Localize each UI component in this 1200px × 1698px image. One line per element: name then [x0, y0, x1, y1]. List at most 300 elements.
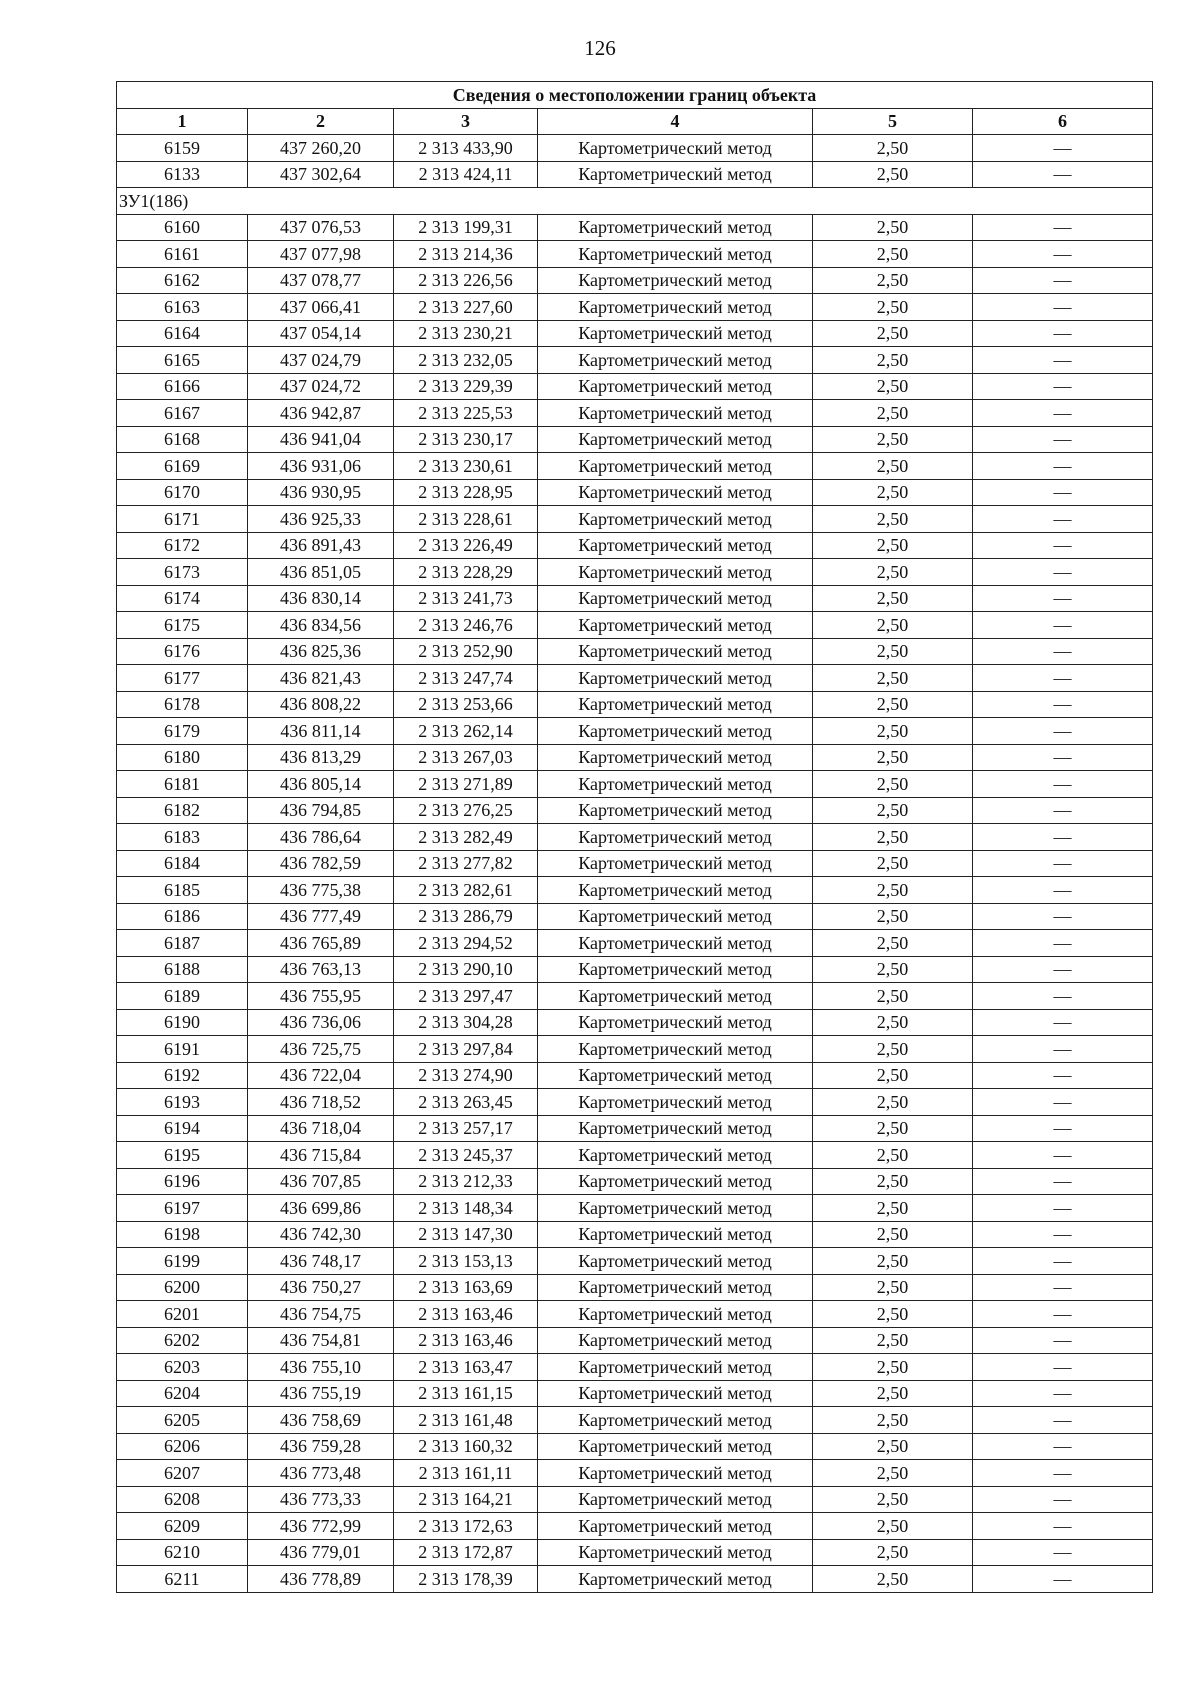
point-number-cell: 6196	[117, 1168, 248, 1195]
table-row	[117, 1274, 1153, 1301]
table-row	[117, 1539, 1153, 1566]
y-coordinate-cell: 2 313 294,52	[394, 930, 538, 957]
point-number-cell: 6174	[117, 585, 248, 612]
point-number-cell: 6206	[117, 1433, 248, 1460]
group-label: ЗУ1(186)	[117, 188, 1153, 215]
y-coordinate-cell: 2 313 247,74	[394, 665, 538, 692]
x-coordinate-cell: 437 024,72	[248, 373, 394, 400]
x-coordinate-cell: 437 078,77	[248, 267, 394, 294]
x-coordinate-cell: 436 715,84	[248, 1142, 394, 1169]
accuracy-cell: 2,50	[813, 135, 973, 162]
point-number-cell: 6167	[117, 400, 248, 427]
table-row	[117, 347, 1153, 374]
description-cell: —	[973, 956, 1153, 983]
accuracy-cell: 2,50	[813, 1195, 973, 1222]
y-coordinate-cell: 2 313 199,31	[394, 214, 538, 241]
table-row	[117, 930, 1153, 957]
accuracy-cell: 2,50	[813, 771, 973, 798]
x-coordinate-cell: 436 763,13	[248, 956, 394, 983]
column-header-row	[117, 108, 1153, 135]
accuracy-cell: 2,50	[813, 1566, 973, 1593]
x-coordinate-cell: 436 941,04	[248, 426, 394, 453]
table-row	[117, 718, 1153, 745]
y-coordinate-cell: 2 313 147,30	[394, 1221, 538, 1248]
point-number-cell: 6188	[117, 956, 248, 983]
method-cell: Картометрический метод	[538, 850, 813, 877]
accuracy-cell: 2,50	[813, 744, 973, 771]
group-row	[117, 188, 1153, 215]
description-cell: —	[973, 1195, 1153, 1222]
method-cell: Картометрический метод	[538, 824, 813, 851]
table-row	[117, 426, 1153, 453]
accuracy-cell: 2,50	[813, 1115, 973, 1142]
description-cell: —	[973, 824, 1153, 851]
description-cell: —	[973, 559, 1153, 586]
point-number-cell: 6169	[117, 453, 248, 480]
accuracy-cell: 2,50	[813, 1513, 973, 1540]
description-cell: —	[973, 1221, 1153, 1248]
point-number-cell: 6173	[117, 559, 248, 586]
accuracy-cell: 2,50	[813, 956, 973, 983]
method-cell: Картометрический метод	[538, 1513, 813, 1540]
description-cell: —	[973, 1142, 1153, 1169]
y-coordinate-cell: 2 313 246,76	[394, 612, 538, 639]
table-row	[117, 956, 1153, 983]
accuracy-cell: 2,50	[813, 1301, 973, 1328]
description-cell: —	[973, 320, 1153, 347]
accuracy-cell: 2,50	[813, 426, 973, 453]
boundary-coordinates-table	[116, 81, 1153, 1593]
x-coordinate-cell: 436 794,85	[248, 797, 394, 824]
table-row	[117, 1062, 1153, 1089]
y-coordinate-cell: 2 313 230,61	[394, 453, 538, 480]
x-coordinate-cell: 436 786,64	[248, 824, 394, 851]
table-row	[117, 1460, 1153, 1487]
column-header-2: 2	[248, 108, 394, 135]
method-cell: Картометрический метод	[538, 559, 813, 586]
y-coordinate-cell: 2 313 230,17	[394, 426, 538, 453]
point-number-cell: 6171	[117, 506, 248, 533]
point-number-cell: 6199	[117, 1248, 248, 1275]
y-coordinate-cell: 2 313 267,03	[394, 744, 538, 771]
table-row	[117, 1115, 1153, 1142]
method-cell: Картометрический метод	[538, 1327, 813, 1354]
y-coordinate-cell: 2 313 263,45	[394, 1089, 538, 1116]
method-cell: Картометрический метод	[538, 1460, 813, 1487]
method-cell: Картометрический метод	[538, 373, 813, 400]
point-number-cell: 6186	[117, 903, 248, 930]
y-coordinate-cell: 2 313 262,14	[394, 718, 538, 745]
table-row	[117, 135, 1153, 162]
y-coordinate-cell: 2 313 227,60	[394, 294, 538, 321]
x-coordinate-cell: 436 758,69	[248, 1407, 394, 1434]
table-row	[117, 453, 1153, 480]
table-row	[117, 1168, 1153, 1195]
table-row	[117, 1195, 1153, 1222]
method-cell: Картометрический метод	[538, 1168, 813, 1195]
column-header-4: 4	[538, 108, 813, 135]
x-coordinate-cell: 437 302,64	[248, 161, 394, 188]
y-coordinate-cell: 2 313 225,53	[394, 400, 538, 427]
table-row	[117, 294, 1153, 321]
y-coordinate-cell: 2 313 212,33	[394, 1168, 538, 1195]
accuracy-cell: 2,50	[813, 1539, 973, 1566]
accuracy-cell: 2,50	[813, 532, 973, 559]
x-coordinate-cell: 436 699,86	[248, 1195, 394, 1222]
table-row	[117, 850, 1153, 877]
table-row	[117, 612, 1153, 639]
table-row	[117, 983, 1153, 1010]
point-number-cell: 6193	[117, 1089, 248, 1116]
method-cell: Картометрический метод	[538, 1274, 813, 1301]
point-number-cell: 6191	[117, 1036, 248, 1063]
x-coordinate-cell: 436 765,89	[248, 930, 394, 957]
y-coordinate-cell: 2 313 160,32	[394, 1433, 538, 1460]
point-number-cell: 6190	[117, 1009, 248, 1036]
page-number: 126	[584, 36, 616, 60]
point-number-cell: 6179	[117, 718, 248, 745]
x-coordinate-cell: 436 811,14	[248, 718, 394, 745]
point-number-cell: 6198	[117, 1221, 248, 1248]
method-cell: Картометрический метод	[538, 479, 813, 506]
y-coordinate-cell: 2 313 164,21	[394, 1486, 538, 1513]
y-coordinate-cell: 2 313 241,73	[394, 585, 538, 612]
description-cell: —	[973, 479, 1153, 506]
accuracy-cell: 2,50	[813, 665, 973, 692]
method-cell: Картометрический метод	[538, 426, 813, 453]
accuracy-cell: 2,50	[813, 930, 973, 957]
method-cell: Картометрический метод	[538, 983, 813, 1010]
description-cell: —	[973, 983, 1153, 1010]
point-number-cell: 6200	[117, 1274, 248, 1301]
y-coordinate-cell: 2 313 282,61	[394, 877, 538, 904]
x-coordinate-cell: 436 782,59	[248, 850, 394, 877]
accuracy-cell: 2,50	[813, 877, 973, 904]
y-coordinate-cell: 2 313 161,11	[394, 1460, 538, 1487]
method-cell: Картометрический метод	[538, 1301, 813, 1328]
accuracy-cell: 2,50	[813, 797, 973, 824]
table-row	[117, 903, 1153, 930]
description-cell: —	[973, 453, 1153, 480]
description-cell: —	[973, 1354, 1153, 1381]
description-cell: —	[973, 1009, 1153, 1036]
table-row	[117, 267, 1153, 294]
description-cell: —	[973, 1168, 1153, 1195]
point-number-cell: 6170	[117, 479, 248, 506]
table-row	[117, 1301, 1153, 1328]
point-number-cell: 6168	[117, 426, 248, 453]
point-number-cell: 6166	[117, 373, 248, 400]
accuracy-cell: 2,50	[813, 1433, 973, 1460]
point-number-cell: 6189	[117, 983, 248, 1010]
y-coordinate-cell: 2 313 252,90	[394, 638, 538, 665]
method-cell: Картометрический метод	[538, 665, 813, 692]
method-cell: Картометрический метод	[538, 294, 813, 321]
point-number-cell: 6207	[117, 1460, 248, 1487]
point-number-cell: 6177	[117, 665, 248, 692]
point-number-cell: 6163	[117, 294, 248, 321]
description-cell: —	[973, 797, 1153, 824]
point-number-cell: 6197	[117, 1195, 248, 1222]
point-number-cell: 6203	[117, 1354, 248, 1381]
method-cell: Картометрический метод	[538, 1036, 813, 1063]
x-coordinate-cell: 436 773,33	[248, 1486, 394, 1513]
method-cell: Картометрический метод	[538, 585, 813, 612]
point-number-cell: 6204	[117, 1380, 248, 1407]
accuracy-cell: 2,50	[813, 400, 973, 427]
point-number-cell: 6205	[117, 1407, 248, 1434]
x-coordinate-cell: 437 024,79	[248, 347, 394, 374]
table-row	[117, 1009, 1153, 1036]
accuracy-cell: 2,50	[813, 320, 973, 347]
description-cell: —	[973, 532, 1153, 559]
accuracy-cell: 2,50	[813, 1327, 973, 1354]
point-number-cell: 6172	[117, 532, 248, 559]
method-cell: Картометрический метод	[538, 1009, 813, 1036]
accuracy-cell: 2,50	[813, 479, 973, 506]
description-cell: —	[973, 267, 1153, 294]
table-row	[117, 1248, 1153, 1275]
point-number-cell: 6159	[117, 135, 248, 162]
x-coordinate-cell: 437 260,20	[248, 135, 394, 162]
table-row	[117, 1433, 1153, 1460]
table-row	[117, 824, 1153, 851]
y-coordinate-cell: 2 313 253,66	[394, 691, 538, 718]
table-row	[117, 559, 1153, 586]
point-number-cell: 6165	[117, 347, 248, 374]
accuracy-cell: 2,50	[813, 1009, 973, 1036]
description-cell: —	[973, 161, 1153, 188]
point-number-cell: 6201	[117, 1301, 248, 1328]
table-row	[117, 665, 1153, 692]
x-coordinate-cell: 436 805,14	[248, 771, 394, 798]
method-cell: Картометрический метод	[538, 1248, 813, 1275]
x-coordinate-cell: 436 755,10	[248, 1354, 394, 1381]
description-cell: —	[973, 691, 1153, 718]
method-cell: Картометрический метод	[538, 1195, 813, 1222]
y-coordinate-cell: 2 313 304,28	[394, 1009, 538, 1036]
description-cell: —	[973, 1539, 1153, 1566]
column-header-3: 3	[394, 108, 538, 135]
table-title: Сведения о местоположении границ объекта	[117, 82, 1153, 109]
table-row	[117, 1566, 1153, 1593]
table-title-row	[117, 82, 1153, 109]
y-coordinate-cell: 2 313 297,47	[394, 983, 538, 1010]
y-coordinate-cell: 2 313 271,89	[394, 771, 538, 798]
accuracy-cell: 2,50	[813, 294, 973, 321]
accuracy-cell: 2,50	[813, 1407, 973, 1434]
method-cell: Картометрический метод	[538, 1115, 813, 1142]
table-row	[117, 373, 1153, 400]
method-cell: Картометрический метод	[538, 1566, 813, 1593]
method-cell: Картометрический метод	[538, 691, 813, 718]
x-coordinate-cell: 436 718,52	[248, 1089, 394, 1116]
method-cell: Картометрический метод	[538, 453, 813, 480]
y-coordinate-cell: 2 313 282,49	[394, 824, 538, 851]
description-cell: —	[973, 585, 1153, 612]
method-cell: Картометрический метод	[538, 135, 813, 162]
method-cell: Картометрический метод	[538, 400, 813, 427]
description-cell: —	[973, 718, 1153, 745]
table-row	[117, 161, 1153, 188]
point-number-cell: 6181	[117, 771, 248, 798]
table-body	[117, 135, 1153, 1593]
y-coordinate-cell: 2 313 161,48	[394, 1407, 538, 1434]
x-coordinate-cell: 436 707,85	[248, 1168, 394, 1195]
x-coordinate-cell: 436 722,04	[248, 1062, 394, 1089]
x-coordinate-cell: 436 772,99	[248, 1513, 394, 1540]
accuracy-cell: 2,50	[813, 585, 973, 612]
description-cell: —	[973, 1248, 1153, 1275]
accuracy-cell: 2,50	[813, 1274, 973, 1301]
table-row	[117, 1513, 1153, 1540]
method-cell: Картометрический метод	[538, 1089, 813, 1116]
point-number-cell: 6182	[117, 797, 248, 824]
accuracy-cell: 2,50	[813, 453, 973, 480]
description-cell: —	[973, 1115, 1153, 1142]
table-row	[117, 797, 1153, 824]
y-coordinate-cell: 2 313 148,34	[394, 1195, 538, 1222]
x-coordinate-cell: 436 742,30	[248, 1221, 394, 1248]
y-coordinate-cell: 2 313 245,37	[394, 1142, 538, 1169]
accuracy-cell: 2,50	[813, 1486, 973, 1513]
point-number-cell: 6162	[117, 267, 248, 294]
point-number-cell: 6175	[117, 612, 248, 639]
table-row	[117, 214, 1153, 241]
method-cell: Картометрический метод	[538, 1539, 813, 1566]
method-cell: Картометрический метод	[538, 1142, 813, 1169]
point-number-cell: 6208	[117, 1486, 248, 1513]
table-row	[117, 1486, 1153, 1513]
table-row	[117, 691, 1153, 718]
description-cell: —	[973, 294, 1153, 321]
point-number-cell: 6194	[117, 1115, 248, 1142]
point-number-cell: 6192	[117, 1062, 248, 1089]
method-cell: Картометрический метод	[538, 638, 813, 665]
accuracy-cell: 2,50	[813, 161, 973, 188]
method-cell: Картометрический метод	[538, 506, 813, 533]
table-row	[117, 877, 1153, 904]
accuracy-cell: 2,50	[813, 903, 973, 930]
accuracy-cell: 2,50	[813, 824, 973, 851]
description-cell: —	[973, 638, 1153, 665]
accuracy-cell: 2,50	[813, 1380, 973, 1407]
accuracy-cell: 2,50	[813, 1168, 973, 1195]
accuracy-cell: 2,50	[813, 506, 973, 533]
y-coordinate-cell: 2 313 163,46	[394, 1327, 538, 1354]
description-cell: —	[973, 1301, 1153, 1328]
description-cell: —	[973, 506, 1153, 533]
method-cell: Картометрический метод	[538, 347, 813, 374]
column-header-1: 1	[117, 108, 248, 135]
table-row	[117, 320, 1153, 347]
method-cell: Картометрический метод	[538, 1486, 813, 1513]
table-row	[117, 479, 1153, 506]
accuracy-cell: 2,50	[813, 373, 973, 400]
description-cell: —	[973, 1407, 1153, 1434]
method-cell: Картометрический метод	[538, 214, 813, 241]
y-coordinate-cell: 2 313 214,36	[394, 241, 538, 268]
accuracy-cell: 2,50	[813, 638, 973, 665]
x-coordinate-cell: 436 778,89	[248, 1566, 394, 1593]
description-cell: —	[973, 877, 1153, 904]
accuracy-cell: 2,50	[813, 267, 973, 294]
description-cell: —	[973, 1380, 1153, 1407]
description-cell: —	[973, 1274, 1153, 1301]
y-coordinate-cell: 2 313 286,79	[394, 903, 538, 930]
x-coordinate-cell: 436 834,56	[248, 612, 394, 639]
table-row	[117, 532, 1153, 559]
x-coordinate-cell: 436 775,38	[248, 877, 394, 904]
method-cell: Картометрический метод	[538, 1407, 813, 1434]
x-coordinate-cell: 436 779,01	[248, 1539, 394, 1566]
method-cell: Картометрический метод	[538, 532, 813, 559]
x-coordinate-cell: 436 930,95	[248, 479, 394, 506]
method-cell: Картометрический метод	[538, 771, 813, 798]
y-coordinate-cell: 2 313 230,21	[394, 320, 538, 347]
point-number-cell: 6202	[117, 1327, 248, 1354]
x-coordinate-cell: 436 925,33	[248, 506, 394, 533]
x-coordinate-cell: 436 891,43	[248, 532, 394, 559]
accuracy-cell: 2,50	[813, 691, 973, 718]
table-row	[117, 1407, 1153, 1434]
x-coordinate-cell: 436 754,75	[248, 1301, 394, 1328]
y-coordinate-cell: 2 313 277,82	[394, 850, 538, 877]
y-coordinate-cell: 2 313 257,17	[394, 1115, 538, 1142]
accuracy-cell: 2,50	[813, 1460, 973, 1487]
description-cell: —	[973, 612, 1153, 639]
point-number-cell: 6211	[117, 1566, 248, 1593]
description-cell: —	[973, 400, 1153, 427]
x-coordinate-cell: 436 736,06	[248, 1009, 394, 1036]
table-row	[117, 1221, 1153, 1248]
y-coordinate-cell: 2 313 229,39	[394, 373, 538, 400]
method-cell: Картометрический метод	[538, 930, 813, 957]
description-cell: —	[973, 744, 1153, 771]
method-cell: Картометрический метод	[538, 718, 813, 745]
table-row	[117, 241, 1153, 268]
accuracy-cell: 2,50	[813, 1142, 973, 1169]
column-header-5: 5	[813, 108, 973, 135]
point-number-cell: 6176	[117, 638, 248, 665]
method-cell: Картометрический метод	[538, 797, 813, 824]
x-coordinate-cell: 437 077,98	[248, 241, 394, 268]
y-coordinate-cell: 2 313 232,05	[394, 347, 538, 374]
description-cell: —	[973, 665, 1153, 692]
description-cell: —	[973, 1566, 1153, 1593]
x-coordinate-cell: 436 813,29	[248, 744, 394, 771]
method-cell: Картометрический метод	[538, 877, 813, 904]
point-number-cell: 6195	[117, 1142, 248, 1169]
description-cell: —	[973, 930, 1153, 957]
point-number-cell: 6185	[117, 877, 248, 904]
table-row	[117, 585, 1153, 612]
accuracy-cell: 2,50	[813, 1062, 973, 1089]
point-number-cell: 6187	[117, 930, 248, 957]
point-number-cell: 6133	[117, 161, 248, 188]
point-number-cell: 6180	[117, 744, 248, 771]
method-cell: Картометрический метод	[538, 744, 813, 771]
x-coordinate-cell: 436 777,49	[248, 903, 394, 930]
accuracy-cell: 2,50	[813, 241, 973, 268]
description-cell: —	[973, 373, 1153, 400]
table-row	[117, 1142, 1153, 1169]
method-cell: Картометрический метод	[538, 612, 813, 639]
accuracy-cell: 2,50	[813, 1248, 973, 1275]
x-coordinate-cell: 436 755,95	[248, 983, 394, 1010]
point-number-cell: 6178	[117, 691, 248, 718]
description-cell: —	[973, 1327, 1153, 1354]
